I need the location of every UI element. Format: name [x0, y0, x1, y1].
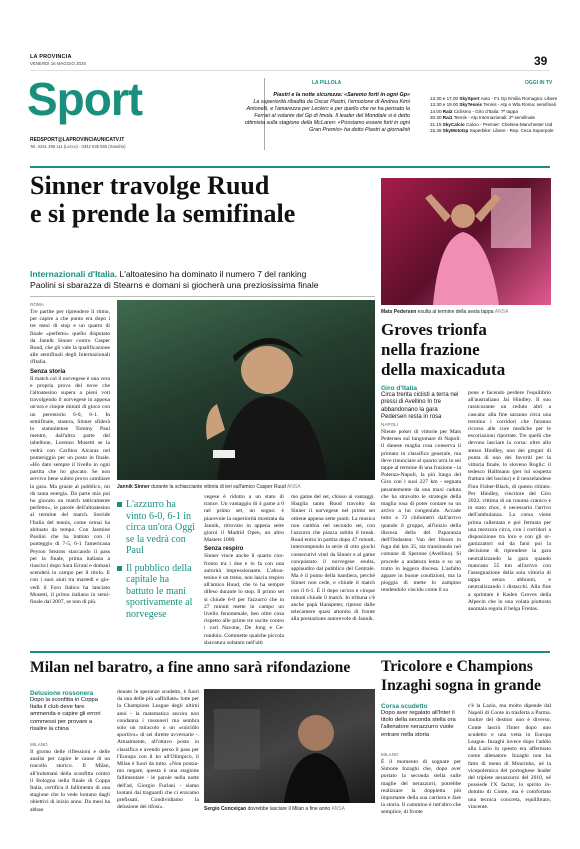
section-email: REDSPORT@LAPROVINCIAUNICATV.IT: [30, 137, 125, 143]
giro-column-2: [468, 390, 551, 614]
main-column-3: [204, 494, 284, 648]
milan-column-1: [30, 742, 110, 815]
inter-text-a: È il momento di sognare per Simone Inzaghi che, dopo aver portato la seconda stella sulle maglie del nerazzurri, potrebbe realizzare la doppietta più importante della sua carriera e fare la storia. Il cammino è tutt'altro che semplice, di fronte: [381, 759, 461, 816]
giro-headline-line-3: della maxicaduta: [381, 360, 506, 379]
inter-deck-box: [381, 703, 461, 739]
sinner-caption-text: durante la schiacciante vittoria di ieri sull'amico Casper Ruud: [149, 484, 286, 490]
tv-label: OGGI IN TV: [525, 80, 553, 86]
section-phones: Tel. 0341 496 111 (Lecco) - 0342 535 555 (Sondrio): [30, 144, 126, 149]
milan-dateline: MILANO: [30, 742, 48, 747]
giro-dateline: NAPOLI: [381, 422, 398, 427]
main-subhead-c: Senza respiro: [204, 546, 244, 553]
main-dateline: ROMA: [30, 302, 44, 307]
inter-headline-line-1: Tricolore e Champions: [381, 658, 533, 675]
main-deck-line-2: Paolini si sbarazza di Stearns e domani si giocherà una preziosissima finale: [30, 280, 319, 290]
issue-date: VENERDÌ 16 MAGGIO 2025: [30, 61, 86, 66]
milan-column-2: [117, 689, 199, 812]
giro-headline: [381, 320, 551, 380]
giro-caption-name: Mats Pedersen: [381, 309, 417, 315]
tv-time: 20.30: [430, 115, 442, 121]
tv-channel: SkyCalcio: [442, 121, 465, 127]
giro-photo: [381, 178, 551, 305]
main-column-1: [30, 302, 110, 607]
milan-text-a: Il giorno delle riflessioni e delle analisi per capire le cause di un tracollo storico. Il Milan, all'indomani della sconfitta contro il Bologna nella finale di Coppa Italia, certifica il fallimento di una stagione che lo vede lontano dagli obiettivi di inizio anno. Da mesi ha abban: [30, 749, 110, 813]
main-quote-2: Il pubblico della capitale ha battuto le mani sportivamente al norvegese: [126, 562, 193, 620]
milan-text-b: donato le speranze scudetto, è fuori da una delle più «affollate» lotte per la Champions League degli ultimi anni - la matematica ancora non condanna i rossoneri ma sembra solo un miracolo o un «suicidio sportivo» di sei dirette avversarie -. Attualmente, all'ottavo posto in classifica e avendo perso il pass per l'Europa con il ko all'Olimpico, il Milan è fuori da tutto. «Non possiamo negare, questa è una stagione fallimentare - le parole nella notte dell'ad, Giorgio Furlani - siamo lontani dai traguardi che ci eravamo prefissati. Condividiamo la delusione dei tifosi».: [117, 689, 199, 811]
main-deck-line-1: L'altoatesino ha dominato il numero 7 del ranking: [117, 269, 307, 279]
tv-desc: Tennis - Atp e Wta Roma: semifinali: [483, 102, 556, 108]
pillola-title: Piastri e la notte sicurezza: «Saremo forti in ogni Gp»: [273, 92, 410, 98]
main-kicker: Internazionali d'Italia.: [30, 269, 118, 279]
quote-bullet-icon: [117, 502, 122, 507]
tv-time: 14.00: [430, 108, 442, 114]
tennis-player-illustration: [117, 300, 375, 480]
milan-deck-box: [30, 690, 110, 733]
conceicao-caption-name: Sergio Conceiçao: [204, 806, 247, 812]
giro-kicker: Giro d'Italia: [381, 385, 418, 392]
giro-text-a: Niente poker di vittorie per Mats Pedersen sul lungomare di Napoli: il danese maglia rosa conserva il primato in classifica generale, ma deve rinunciare al quarto urrà in sei tappe al termine di una frazione - la Potenza-Napoli, la più lunga del Giro con i suoi 227 km - segnata pesantemente da una maxi caduta che ha stravolto le strategie della maglia rosa di poter contare su un arrivo a lui congeniale. Accade tutto a 72 chilometri dall'arrivo quando il gruppo, all'inizio della discesa della del Paparanza dell'Ondastea: Van der Hoorn in fuga dal km 35, sta transitando nel comune di Sperone (Avellino). Si procede a andatura lenta e su un tratto in leggera discesa. L'asfalto appare in buone condizioni, ma la pioggia di mette lo zampino rendendolo viscido come il sa: [381, 429, 461, 594]
giro-text-b: pone e facendo perdere l'equilibrio all'australiano Jai Hindley. Il suo rassicurante un ceduto altri a cascata: alla fine saranno circa una trentina i corridori che faranno ricorso alle cure mediche per le escoriazioni riportate. Tre quelli che devono lasciare la corsa: oltre allo stesso Hindley, uno dei gregari di punta di uno dei favoriti per la vittoria finale, lo sloveno Roglic: il tedesco Hallmann (per lui sospetta frattura del bacino) e il neozelandese Finn Fisher-Black, di questo ritirato. Per Hindley, vincitore del Giro 2022, vittima di un trauma cranico e in stato choc, è necessario l'arrivo dell'ambulanza. La corsa viene prima rallentata e poi fermata per una mezzora circa, con i corridori a disposizione tra loro e con gli organizzatori sul da farsi poi la decisione di riprendere la gara neutralizzando la gara quando mancano 55 km all'arrivo con l'assegnazione della sola vittoria di tappa senza abbuoni, e neutralizzando i distacchi. Alla fine a sprintare è Kaden Groves della Alpecin che in una volata piuttosto anomala regola il belga Freitas.: [468, 390, 551, 613]
sinner-caption-name: Jannik Sinner: [117, 484, 150, 490]
giro-caption: [381, 309, 551, 315]
giro-headline-line-2: nella frazione: [381, 340, 480, 359]
sinner-caption-source: ANSA: [286, 484, 301, 490]
sinner-caption: [117, 484, 375, 490]
main-quote-1: L'azzurro ha vinto 6-0, 6-1 in circa un'ora Oggi se la vedrà con Paul: [126, 499, 195, 556]
main-text-b: Il match col il norvegese è una vera e propria prova del nove che l'altoatesino supera a pieni voti travolgendo il norvegese in appena un'ora e cinque minuti di gioco con un perentorio 6-0, 6-1. In semifinale, stasera, Sinner sfiderà lo statunitense Tommy Paul mentre, dall'altra parte del tabellone, Lorenzo Musetti se la vedrà con Carlitos Alcaraz nel pomeriggio per un posto in finale. «Ho dato sempre il livello in ogni partita che ho giocato. Se non servivo bene subito provo cambiare la gara. Ma grazie al pubblico, mi dà tanta energia. Da parte mia poi ho giocato un match tatticamente perfetto», le parole dell'altoatesino al termine del match. Sorride l'Italia del tennis, come ormai ha abituato da tempo. Con Jasmine Paolini che ha battuto con il punteggio di 7-5, 6-1 l'americana Peyton Stearns staccando il pass per la finale, prima italiana a riuscirci dopo Sara Errani e domani scenderà in campo per il titolo. E con i suoi aiuti tra martedì e giovedì il Foro Italico ha lanciato Musetti, il primo italiano in semifinale dal 2007, se non di più.: [30, 375, 110, 605]
tv-time: 15.35: [430, 128, 442, 134]
tv-channel: SkyMotoGp: [442, 128, 469, 134]
main-text-a: Tre partite per riprendere il ritmo, per capire a che punto era dopo i tre mesi di stop e un quarto di finale «perfetto» quello disputato da Jannik Sinner contro Casper Ruud, che gli vale la qualificazione alle semifinali degli Internazionali d'Italia.: [30, 309, 110, 366]
tv-desc: Auto - F1 Gp Emilia Romagna: Libere: [480, 96, 558, 101]
giro-caption-source: ANSA: [494, 309, 509, 315]
tv-list: [430, 96, 558, 134]
main-column-4: [291, 494, 375, 625]
giro-deck: Circa trenta ciclisti a terra nei pressi di Avellino In tre abbandonano la gara Pedersen resta in rosa: [381, 392, 459, 421]
main-subhead-a: Senza storia: [30, 368, 66, 375]
pillola-text: La superiorità ribadita da Oscar Piastri, l'emozione di Andrea Kimi Antonelli, e l'amarezza per Leclerc e per quello che ne ha pensato la Ferrari al volante del Gp di Imola. Il leader del Mondiale si è detto ottimista sulla stagione della McLaren: «Possiamo essere forti in ogni Gran Premio» ha detto Piastri ai giornalisti: [244, 99, 410, 133]
main-quotes: [117, 499, 197, 620]
main-headline-line-2: e si prende la semifinale: [30, 199, 296, 228]
tv-time: 21.15: [430, 121, 442, 127]
tv-desc: Superbike: Libere - Rep. Ceca Superpole: [469, 128, 554, 134]
main-text-d: mo game del set, chiuso ai vantaggi. Sbaglia tanto Ruud travolto da Sinner il norvegese nel primo set ottiene appena sette punti. La musica non cambia nel secondo set, con l'azzurro che piazza subito il break. Ruud entra in partita dopo 47 minuti, interrompendo la serie di otto giochi consecutivi vinti da Sinner e al game conquistato il norvegese esulta, applaudito dal pubblico del Centrale. Ma è il punto della bandiera, perché Sinner non cede, e chiude il match con il 6-1. È il dopo un'ora e cinque minuti chiude il match. In tribuna c'è anche papà Hanspeter, ripreso dalle telecamere quasi attonito di fronte alla prestazione autorevole di Jannik.: [291, 494, 375, 623]
main-deck: [30, 269, 400, 291]
quote-bullet-icon: [117, 566, 122, 571]
tv-desc: Tennis - Atp Internazionali: 2ª semifinale: [453, 115, 536, 121]
inter-column-2: [468, 703, 551, 812]
tv-desc: Calcio - Premier: Chelsea-Manchester Utd: [466, 121, 553, 127]
tv-channel: SkySport: [459, 96, 480, 101]
pillola-box: [240, 92, 410, 134]
main-headline-line-1: Sinner travolge Ruud: [30, 171, 270, 200]
main-text-c: vegese è ridotto a un stato di trance. Un vantaggio di 4 game a 0 nel primo set, un sogno: è piacevole la superiorità mostrata da Jannik, ritrovato in appena sette giorni il Madrid Open, un altro Masters 1000.: [204, 494, 284, 544]
tv-time: 13.30 e 19.00: [430, 102, 459, 108]
tv-row: [430, 128, 554, 134]
milan-deck: Dopo la sconfitta in Coppa Italia il club deve fare ammenda e capire gli errori commessi per provare a risalire la china: [30, 697, 101, 732]
giro-column-1: [381, 422, 461, 596]
sinner-photo: [117, 300, 375, 480]
inter-column-1: [381, 752, 461, 818]
tv-channel: Rai2: [442, 108, 453, 114]
conceicao-caption: [204, 806, 375, 812]
brand: LA PROVINCIA: [30, 54, 72, 60]
cyclist-illustration: [381, 178, 551, 305]
section-title: Sport: [27, 73, 143, 125]
milan-headline: Milan nel baratro, a fine anno sarà rifondazione: [30, 659, 351, 676]
pillola-label: LA PILLOLA: [312, 80, 342, 86]
giro-caption-text: esulta al termine della sesta tappa: [416, 309, 494, 315]
conceicao-caption-source: ANSA: [331, 806, 345, 812]
tv-channel: SkyTennis: [459, 102, 483, 108]
main-headline: [30, 172, 390, 228]
conceicao-photo: [204, 689, 375, 803]
tv-time: 13.30 e 17.00: [430, 96, 459, 101]
inter-headline: [381, 657, 551, 695]
main-text-c2: Sinner vince anche il quarto confronto tra i due e lo fa con una autorità impressionante. L'altoatesino è un treno, non lascia respiro all'amico Ruud, che lo ha sempre difeso durante lo stop. Il primo set si chiude 6-0 per l'azzurro che in 27 minuti mette in campo un livello fenomenale, ben oltre cosa rispetto alle prime tre uscite contro i vari Navone, De Jong e Cerundolo. Commette qualche piccola sbavatura soltanto nell'ulti: [204, 553, 284, 646]
milan-kicker: Delusione rossonera: [30, 690, 94, 697]
inter-kicker: Corsa scudetto: [381, 703, 428, 710]
coach-illustration: [204, 689, 375, 803]
tv-channel: Rai1: [442, 115, 453, 121]
giro-deck-box: [381, 385, 461, 422]
conceicao-caption-text: dovrebbe lasciare il Milan a fine anno: [246, 806, 331, 812]
giro-headline-line-1: Groves trionfa: [381, 320, 487, 339]
inter-deck: Dopo aver regalato all'Inter il titolo della seconda stella ora l'allenatore nerazzurro vuole entrare nella storia: [381, 710, 456, 738]
inter-headline-line-2: Inzaghi sogna in grande: [381, 677, 541, 694]
tv-desc: Ciclismo - Giro d'Italia: 7ª tappa: [453, 108, 518, 114]
inter-dateline: MILANO: [381, 752, 399, 757]
page-number: 39: [534, 54, 548, 68]
inter-text-b: c'è la Lazio, ma molto dipende dal Napoli di Conte in trasferta a Parma. Inoltre del destino non è diverso, Conte lasciò l'Inter dopo uno scudetto e una vetta in Europa League. Inzaghi invece dopo l'addio alla Lazio in questo era affermato come allenatore. Inzaghi non ha fatto di meno di Mourinho, né la vicepolemica del portoghese leader del triplete nerazzurro del 2010, né possiede l'X factor, lo spirito indomito di Conte, ma è comfortato una tecnica concreta, equilibrato, vincente.: [468, 703, 551, 810]
